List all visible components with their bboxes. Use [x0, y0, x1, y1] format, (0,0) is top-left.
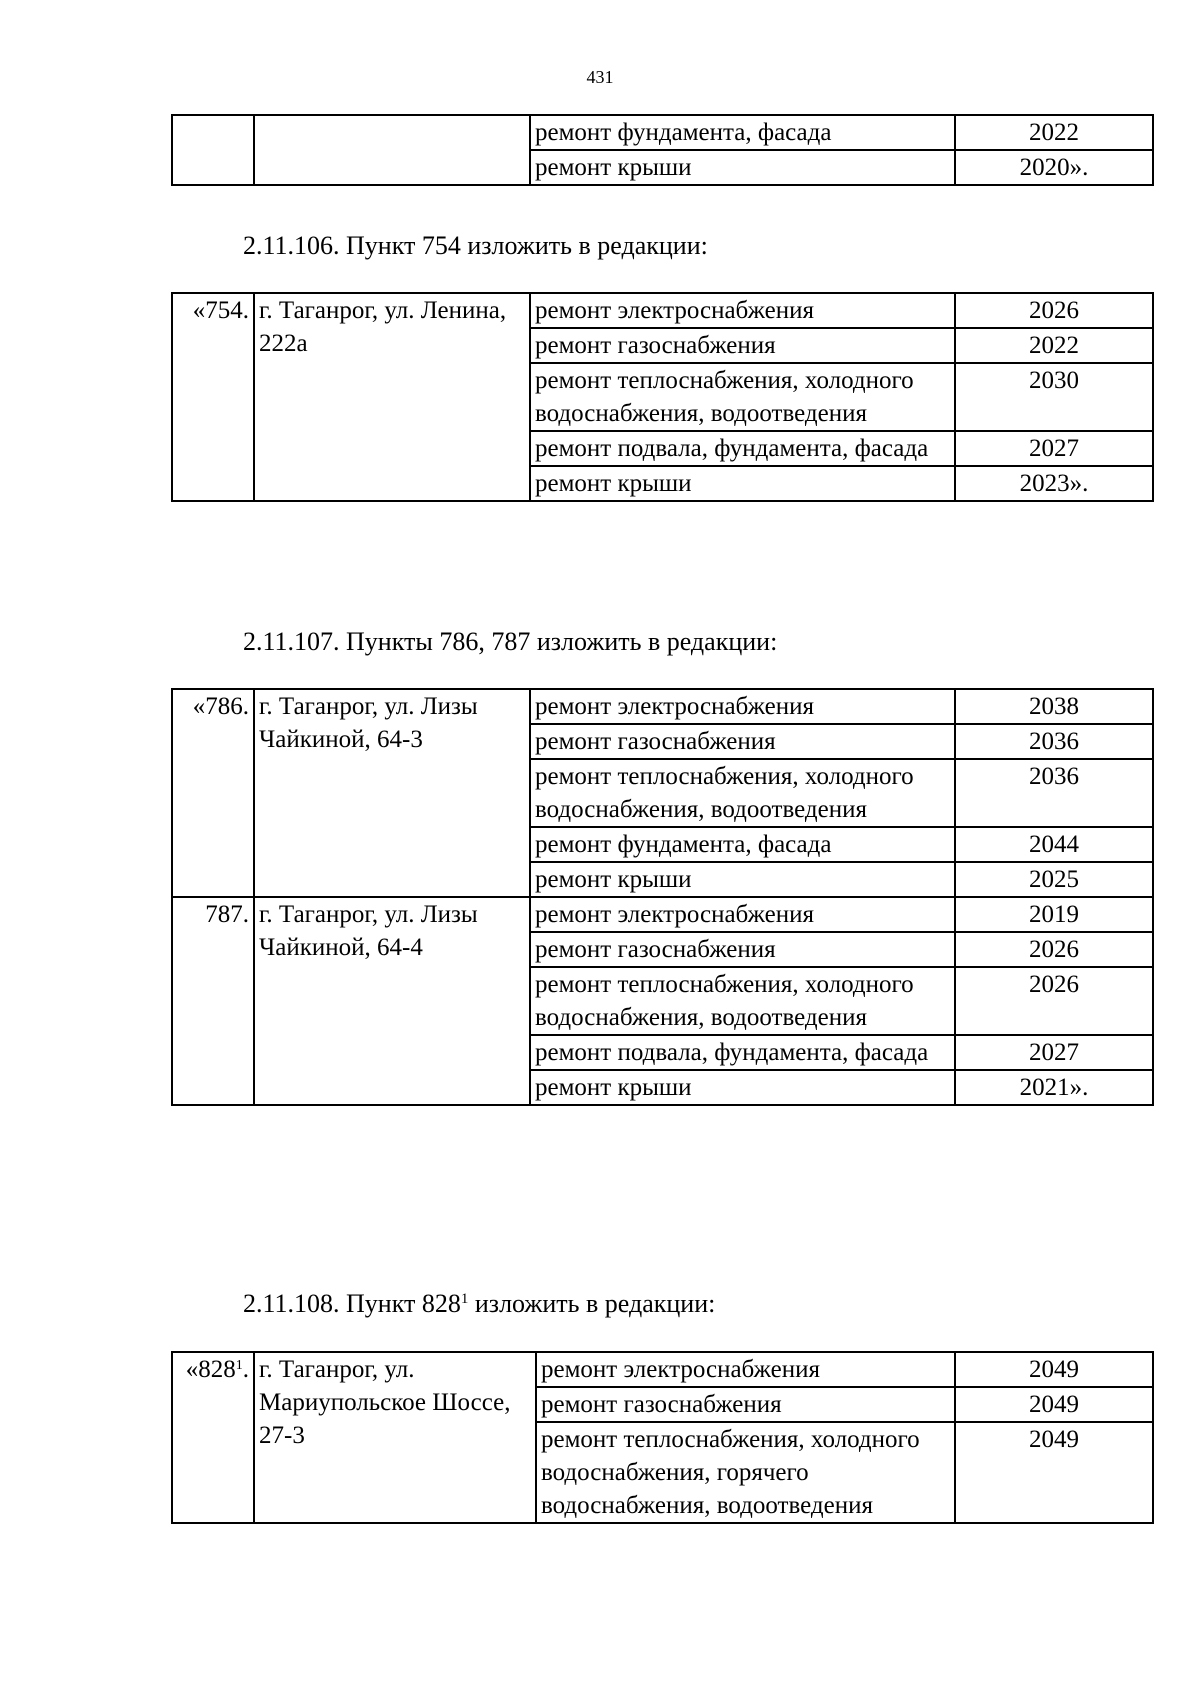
year-cell: 2025: [955, 862, 1153, 897]
table-row: [172, 115, 1153, 150]
year-cell: 2036: [955, 724, 1153, 759]
address-cell: г. Таганрог, ул. Лизы Чайкиной, 64-4: [254, 897, 530, 1105]
item-number-cell: 787.: [172, 897, 254, 1105]
address-cell: [254, 115, 530, 185]
work-cell: ремонт фундамента, фасада: [530, 115, 955, 150]
year-cell: 2026: [955, 293, 1153, 328]
table-row: [172, 897, 1153, 932]
table-continuation: [171, 114, 1154, 186]
table-item-754: [171, 292, 1154, 502]
section-heading-2-11-106: 2.11.106. Пункт 754 изложить в редакции:: [243, 231, 708, 260]
work-cell: ремонт электроснабжения: [530, 293, 955, 328]
item-number-suffix: .: [242, 1356, 249, 1383]
work-cell: ремонт электроснабжения: [536, 1352, 955, 1387]
work-cell: ремонт газоснабжения: [530, 932, 955, 967]
year-cell: 2019: [955, 897, 1153, 932]
heading-superscript: 1: [460, 1291, 469, 1307]
table-row: [172, 689, 1153, 724]
section-heading-2-11-108: [243, 1288, 715, 1320]
work-cell: ремонт теплоснабжения, холодного водоснабжения, водоотведения: [530, 759, 955, 827]
item-number-cell: «754.: [172, 293, 254, 501]
work-cell: ремонт крыши: [530, 862, 955, 897]
page-number: 431: [586, 67, 614, 87]
work-cell: ремонт крыши: [530, 150, 955, 185]
table-row: [172, 293, 1153, 328]
year-cell: 2027: [955, 431, 1153, 466]
year-cell: 2049: [955, 1422, 1153, 1523]
work-cell: ремонт подвала, фундамента, фасада: [530, 431, 955, 466]
heading-text: 2.11.108. Пункт 828: [243, 1289, 461, 1318]
table-row: [172, 1352, 1153, 1387]
year-cell: 2021».: [955, 1070, 1153, 1105]
year-cell: 2020».: [955, 150, 1153, 185]
year-cell: 2049: [955, 1352, 1153, 1387]
year-cell: 2049: [955, 1387, 1153, 1422]
year-cell: 2036: [955, 759, 1153, 827]
work-cell: ремонт теплоснабжения, холодного водоснабжения, водоотведения: [530, 363, 955, 431]
year-cell: 2038: [955, 689, 1153, 724]
work-cell: ремонт газоснабжения: [530, 328, 955, 363]
work-cell: ремонт крыши: [530, 466, 955, 501]
item-number-superscript: 1: [235, 1358, 243, 1373]
year-cell: 2030: [955, 363, 1153, 431]
address-cell: г. Таганрог, ул. Ленина, 222а: [254, 293, 530, 501]
address-cell: г. Таганрог, ул. Мариупольское Шоссе, 27-3: [254, 1352, 536, 1523]
work-cell: ремонт теплоснабжения, холодного водоснабжения, горячего водоснабжения, водоотведения: [536, 1422, 955, 1523]
year-cell: 2026: [955, 932, 1153, 967]
item-number-cell: [172, 1352, 254, 1523]
year-cell: 2022: [955, 115, 1153, 150]
section-heading-2-11-107: 2.11.107. Пункты 786, 787 изложить в редакции:: [243, 627, 778, 656]
address-cell: г. Таганрог, ул. Лизы Чайкиной, 64-3: [254, 689, 530, 897]
work-cell: ремонт газоснабжения: [536, 1387, 955, 1422]
year-cell: 2022: [955, 328, 1153, 363]
year-cell: 2044: [955, 827, 1153, 862]
work-cell: ремонт теплоснабжения, холодного водоснабжения, водоотведения: [530, 967, 955, 1035]
heading-text-suffix: изложить в редакции:: [468, 1289, 716, 1318]
item-number-cell: [172, 115, 254, 185]
work-cell: ремонт электроснабжения: [530, 897, 955, 932]
item-number-cell: «786.: [172, 689, 254, 897]
work-cell: ремонт фундамента, фасада: [530, 827, 955, 862]
work-cell: ремонт электроснабжения: [530, 689, 955, 724]
work-cell: ремонт газоснабжения: [530, 724, 955, 759]
work-cell: ремонт крыши: [530, 1070, 955, 1105]
item-number-prefix: «828: [185, 1356, 236, 1383]
year-cell: 2027: [955, 1035, 1153, 1070]
year-cell: 2026: [955, 967, 1153, 1035]
work-cell: ремонт подвала, фундамента, фасада: [530, 1035, 955, 1070]
year-cell: 2023».: [955, 466, 1153, 501]
table-items-786-787: [171, 688, 1154, 1106]
table-item-828-1: [171, 1351, 1154, 1524]
